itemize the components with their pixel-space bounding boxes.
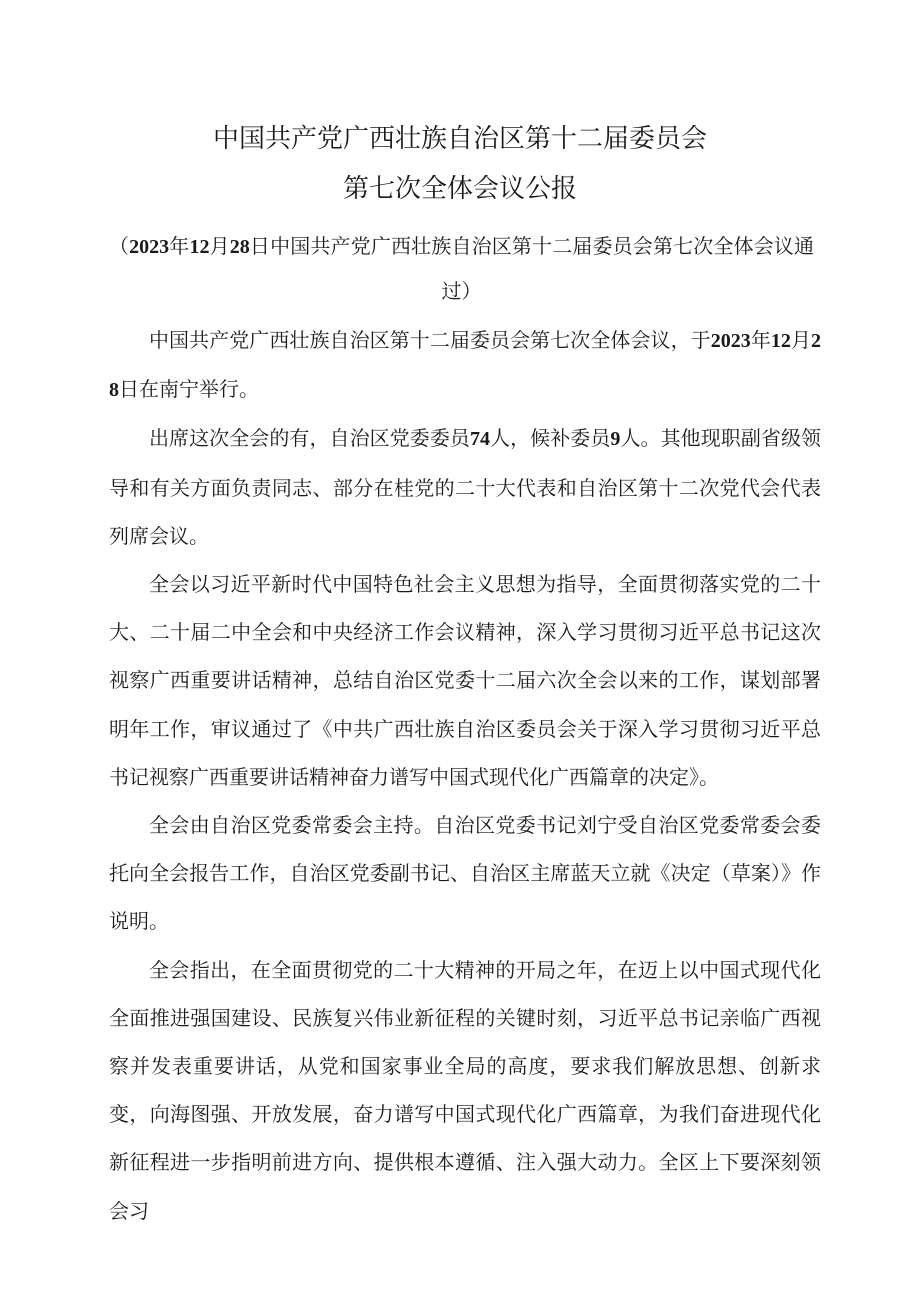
paragraph-guidance: 全会以习近平新时代中国特色社会主义思想为指导，全面贯彻落实党的二十大、二十届二中全会和中央经济工作会议精神，深入学习贯彻习近平总书记这次视察广西重要讲话精神，总结自治区党委十二届六次全会以来的工作，谋划部署明年工作，审议通过了《中共广西壮族自治区委员会关于深入学习贯彻习近平总书记视察广西重要讲话精神奋力谱写中国式现代化广西篇章的决定》。	[109, 572, 821, 789]
document-title-line2: 第七次全体会议公报	[342, 174, 577, 204]
paragraph-presiding: 全会由自治区党委常委会主持。自治区党委书记刘宁受自治区党委常委会委托向全会报告工作，自治区党委副书记、自治区主席蓝天立就《决定（草案）》作说明。	[109, 813, 821, 934]
paragraph-plenary-points: 全会指出，在全面贯彻党的二十大精神的开局之年，在迈上以中国式现代化全面推进强国建设、民族复兴伟业新征程的关键时刻，习近平总书记亲临广西视察并发表重要讲话，从党和国家事业全局的高度，要求我们解放思想、创新求变，向海图强、开放发展，奋力谱写中国式现代化广西篇章，为我们奋进现代化新征程进一步指明前进方向、提供根本遵循、注入强大动力。全区上下要深刻领会习	[109, 957, 821, 1223]
document-title-line1: 中国共产党广西壮族自治区第十二届委员会	[212, 124, 707, 154]
document-subtitle: （2023年12月28日中国共产党广西壮族自治区第十二届委员会第七次全体会议通过）	[109, 234, 815, 303]
paragraph-meeting-date: 中国共产党广西壮族自治区第十二届委员会第七次全体会议，于2023年12月28日在南宁举行。	[109, 328, 821, 402]
paragraph-attendance: 出席这次全会的有，自治区党委委员74人，候补委员9人。其他现职副省级领导和有关方面负责同志、部分在桂党的二十大代表和自治区第十二次党代会代表列席会议。	[109, 426, 822, 548]
document-body	[109, 316, 821, 1235]
